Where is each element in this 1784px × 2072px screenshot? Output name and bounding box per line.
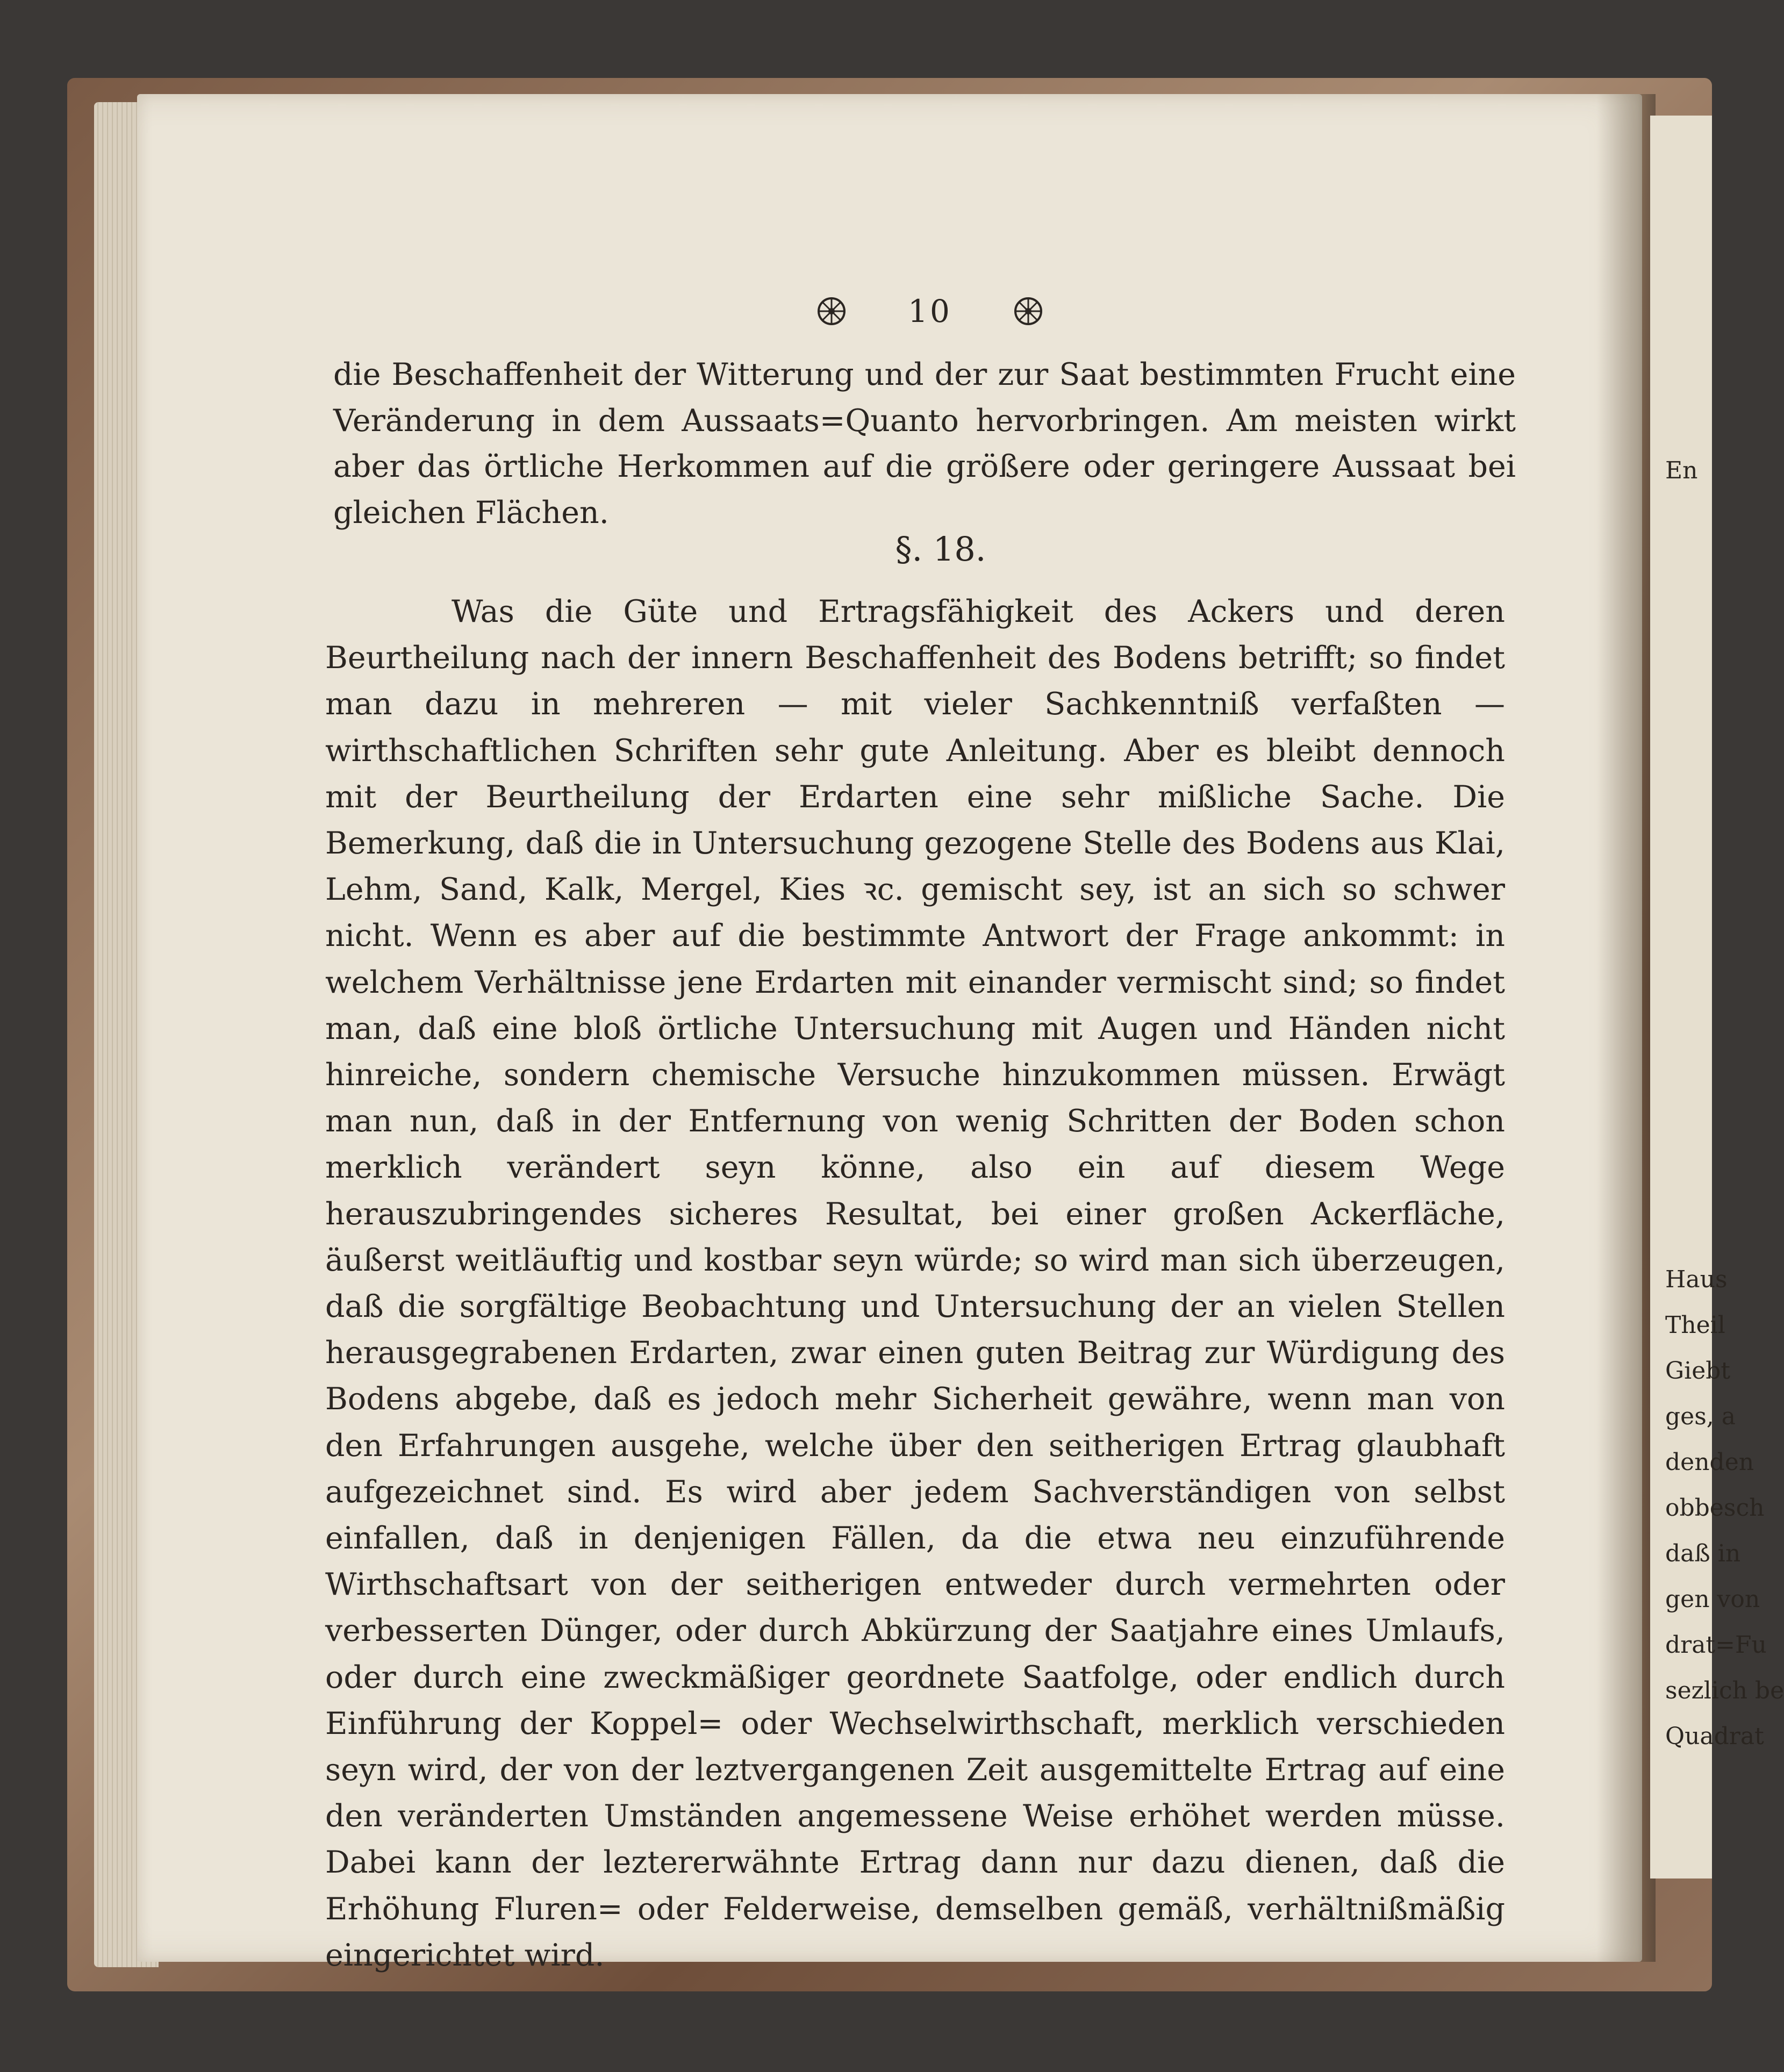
facing-fragment: Quadrat — [1665, 1723, 1764, 1750]
facing-page — [1650, 116, 1784, 1879]
flower-ornament-icon — [1012, 295, 1044, 327]
facing-fragment: En — [1665, 457, 1698, 484]
paragraph-text: Was die Güte und Ertragsfähigkeit des Ackers und deren Beurtheilung nach der innern Beschaffenheit des Bodens betrifft; so findet man dazu in mehreren — mit vieler Sachkenntniß verfaßten — wirthschaftlichen Schriften sehr gute Anleitung. Aber es bleibt dennoch mit der Beurtheilung der Erdarten eine sehr mißliche Sache. Die Bemerkung, daß die in Untersuchung gezogene Stelle des Bodens aus Klai, Lehm, Sand, Kalk, Mergel, Kies ꝛc. gemischt sey, ist an sich so schwer nicht. Wenn es aber auf die bestimmte Antwort der Frage ankommt: in welchem Verhältnisse jene Erdarten mit einander vermischt sind; so findet man, daß eine bloß örtliche Untersuchung mit Augen und Händen nicht hinreiche, sondern chemische Versuche hinzukommen müssen. Erwägt man nun, daß in der Entfernung von wenig Schritten der Boden schon merklich verändert seyn könne, also ein auf diesem Wege herauszubringendes sicheres Resultat, bei einer großen Ackerfläche, äußerst weitläuftig und kostbar seyn würde; so wird man sich überzeugen, daß die sorgfältige Beobachtung und Untersuchung der an vielen Stellen herausgegrabenen Erdarten, zwar einen guten Beitrag zur Würdigung des Bodens abgebe, daß es jedoch mehr Sicherheit gewähre, wenn man von den Erfahrungen ausgehe, welche über den seitherigen Ertrag glaubhaft aufgezeichnet sind. Es wird aber jedem Sachverständigen von selbst einfallen, daß in denjenigen Fällen, da die etwa neu einzuführende Wirthschaftsart von der seitherigen entweder durch vermehrten oder verbesserten Dünger, oder durch Abkürzung der Saatjahre eines Umlaufs, oder durch eine zweckmäßiger geordnete Saatfolge, oder endlich durch Einführung der Koppel= oder Wechselwirthschaft, merklich verschieden seyn wird, der von der leztvergangenen Zeit ausgemittelte Ertrag auf eine den veränderten Umständen angemessene Weise erhöhet werden müsse. Dabei kann der leztererwähnte Ertrag dann nur dazu dienen, daß die Erhöhung Fluren= oder Felderweise, demselben gemäß, verhältnißmäßig eingerichtet wird. — [325, 594, 1505, 1973]
flower-ornament-icon — [815, 295, 848, 327]
facing-fragment: Giebt — [1665, 1357, 1731, 1385]
page-number: 10 — [908, 292, 952, 329]
paragraph-text: die Beschaffenheit der Witterung und der zur Saat bestimmten Frucht eine Veränderung in dem Aussaats=Quanto hervorbringen. Am meisten wirkt aber das örtliche Herkommen auf die größere oder geringere Aussaat bei gleichen Flächen. — [333, 357, 1516, 530]
continued-paragraph — [333, 352, 1516, 536]
facing-fragment: ges, a — [1665, 1403, 1736, 1430]
facing-fragment: gen von — [1665, 1586, 1760, 1613]
facing-fragment: Theil — [1665, 1311, 1725, 1339]
facing-fragment: drat=Fu — [1665, 1631, 1767, 1659]
section-paragraph — [325, 589, 1505, 1978]
facing-fragment: obbesch — [1665, 1494, 1765, 1522]
facing-fragment: daß in — [1665, 1540, 1741, 1567]
facing-fragment: Haus — [1665, 1266, 1728, 1293]
facing-fragment: denden — [1665, 1449, 1754, 1476]
book-gutter — [1596, 94, 1656, 1962]
page-header — [796, 290, 1064, 329]
facing-fragment: sezlich be — [1665, 1677, 1784, 1704]
section-heading: §. 18. — [895, 529, 986, 569]
